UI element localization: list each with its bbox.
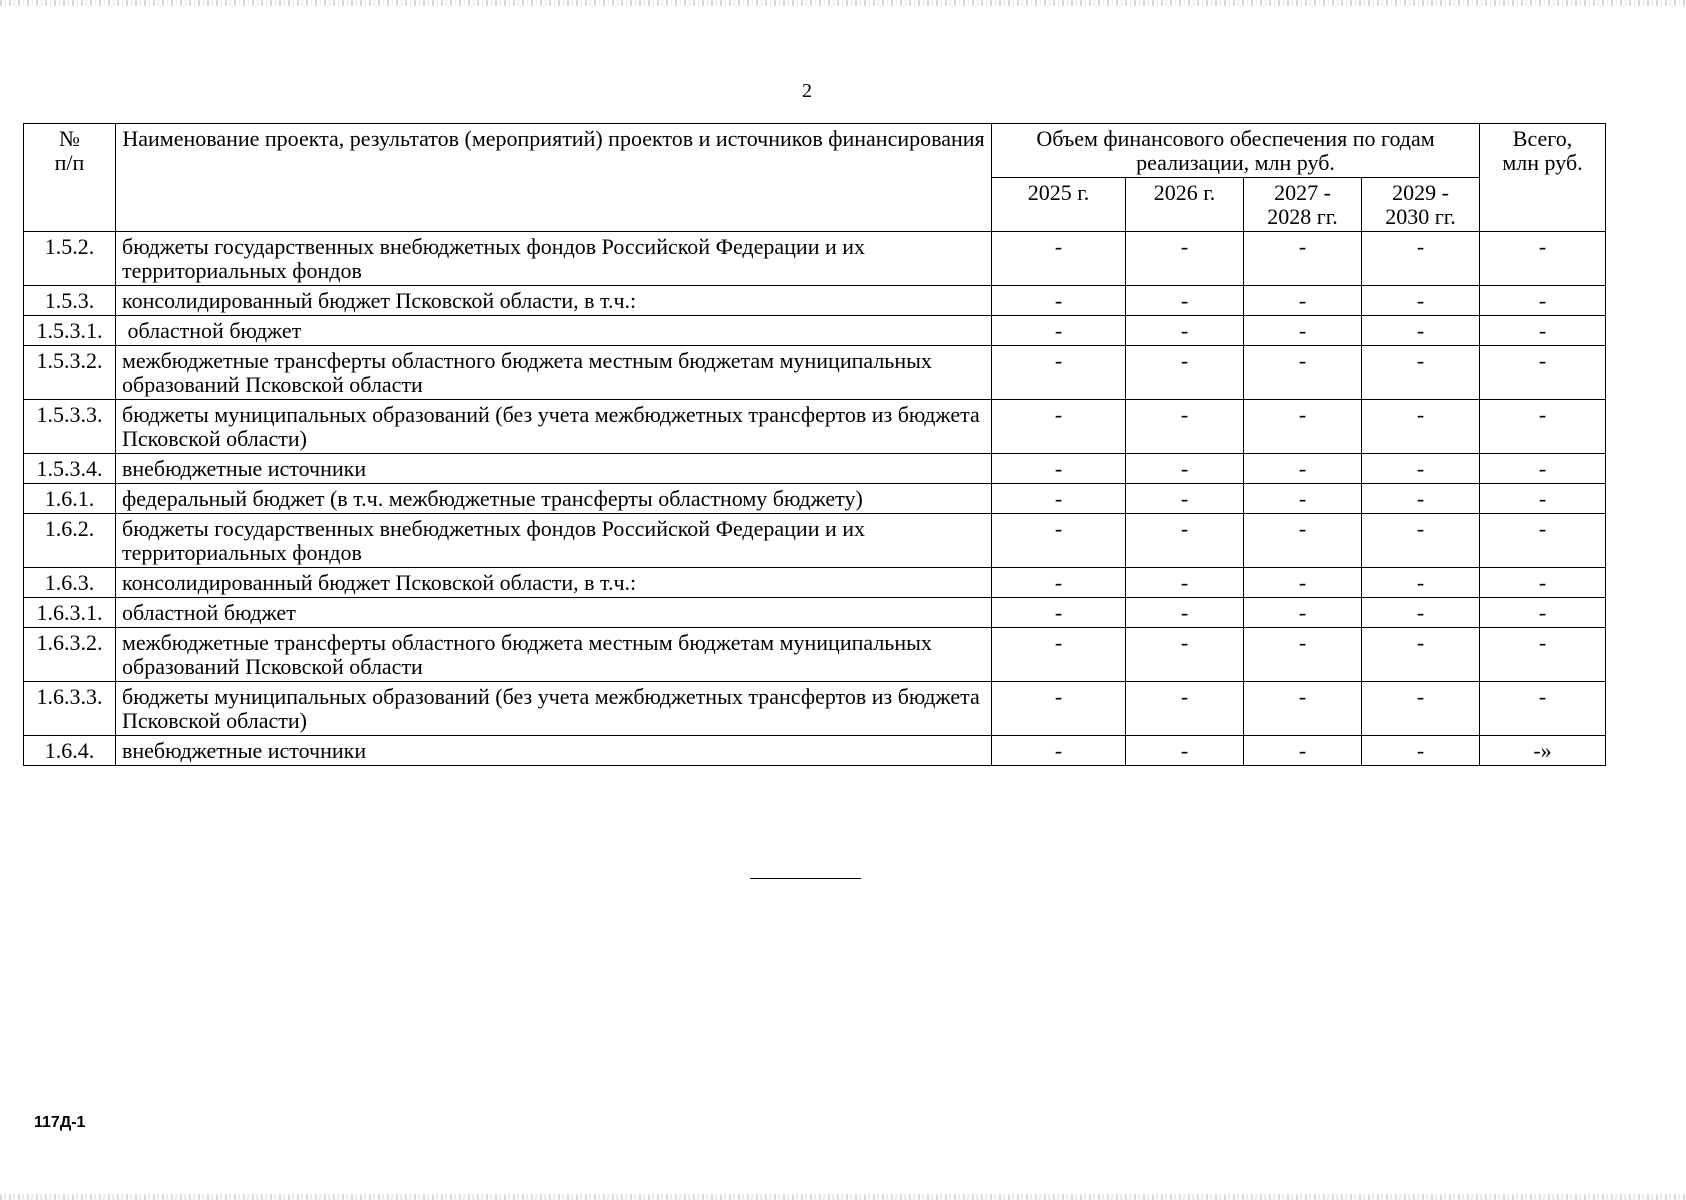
table-row [24,598,1606,628]
row-total-value: - [1480,286,1606,316]
row-year-value: - [992,628,1126,682]
row-year-value: - [992,484,1126,514]
header-year: 2025 г. [992,178,1126,232]
row-year-value: - [1126,736,1244,766]
row-total-value: - [1480,598,1606,628]
row-year-value: - [1362,736,1480,766]
row-year-value: - [1244,568,1362,598]
row-total-value: - [1480,232,1606,286]
row-number: 1.5.3.1. [24,316,116,346]
financing-table [23,123,1606,766]
row-year-value: - [1126,628,1244,682]
scan-edge-bottom [0,1194,1686,1200]
row-name: областной бюджет [116,598,992,628]
row-year-value: - [1362,316,1480,346]
row-name: федеральный бюджет (в т.ч. межбюджетные трансферты областному бюджету) [116,484,992,514]
row-year-value: - [992,568,1126,598]
page-number: 2 [802,80,812,102]
table-row [24,346,1606,400]
table-row [24,568,1606,598]
row-total-value: - [1480,682,1606,736]
row-number: 1.6.1. [24,484,116,514]
row-year-value: - [1362,484,1480,514]
row-year-value: - [1126,568,1244,598]
table-body [24,232,1606,766]
table-row [24,454,1606,484]
row-total-value: -» [1480,736,1606,766]
row-year-value: - [1126,400,1244,454]
row-year-value: - [1244,484,1362,514]
row-year-value: - [1362,286,1480,316]
document-code: 117Д-1 [34,1114,86,1131]
row-year-value: - [1126,598,1244,628]
table-row [24,484,1606,514]
row-number: 1.5.3.2. [24,346,116,400]
row-year-value: - [992,286,1126,316]
row-year-value: - [1126,316,1244,346]
header-volume: Объем финансового обеспечения по годам реализации, млн руб. [992,124,1480,178]
row-number: 1.5.3. [24,286,116,316]
row-number: 1.5.3.4. [24,454,116,484]
row-total-value: - [1480,568,1606,598]
table-header-row [24,124,1606,178]
row-number: 1.6.4. [24,736,116,766]
row-name: бюджеты муниципальных образований (без учета межбюджетных трансфертов из бюджета Псковской области) [116,682,992,736]
row-total-value: - [1480,316,1606,346]
row-year-value: - [1244,232,1362,286]
table-row [24,232,1606,286]
row-year-value: - [1126,454,1244,484]
row-name: межбюджетные трансферты областного бюджета местным бюджетам муниципальных образований Псковской области [116,628,992,682]
row-year-value: - [992,316,1126,346]
table-row [24,286,1606,316]
row-year-value: - [1126,682,1244,736]
row-year-value: - [992,454,1126,484]
row-year-value: - [1362,454,1480,484]
row-name: бюджеты муниципальных образований (без учета межбюджетных трансфертов из бюджета Псковской области) [116,400,992,454]
row-year-value: - [1244,736,1362,766]
row-total-value: - [1480,346,1606,400]
row-year-value: - [1126,514,1244,568]
header-num: № п/п [24,124,116,232]
row-year-value: - [1244,628,1362,682]
row-year-value: - [992,514,1126,568]
row-number: 1.6.3.1. [24,598,116,628]
row-year-value: - [1244,682,1362,736]
closing-rule [750,878,861,879]
row-year-value: - [1362,682,1480,736]
row-year-value: - [992,736,1126,766]
row-year-value: - [992,598,1126,628]
row-year-value: - [1126,286,1244,316]
row-number: 1.6.3. [24,568,116,598]
header-name: Наименование проекта, результатов (мероприятий) проектов и источников финансирования [116,124,992,232]
row-year-value: - [1244,454,1362,484]
header-year: 2026 г. [1126,178,1244,232]
row-year-value: - [1126,484,1244,514]
row-name: бюджеты государственных внебюджетных фондов Российской Федерации и их территориальных фондов [116,514,992,568]
row-year-value: - [1362,568,1480,598]
table-row [24,514,1606,568]
row-number: 1.6.3.3. [24,682,116,736]
row-name: бюджеты государственных внебюджетных фондов Российской Федерации и их территориальных фондов [116,232,992,286]
row-total-value: - [1480,400,1606,454]
row-total-value: - [1480,454,1606,484]
row-year-value: - [1244,316,1362,346]
row-year-value: - [1362,628,1480,682]
row-year-value: - [992,232,1126,286]
row-year-value: - [992,400,1126,454]
row-year-value: - [1244,346,1362,400]
row-number: 1.5.2. [24,232,116,286]
header-total: Всего, млн руб. [1480,124,1606,232]
table-row [24,682,1606,736]
row-name: консолидированный бюджет Псковской области, в т.ч.: [116,568,992,598]
row-number: 1.6.2. [24,514,116,568]
row-year-value: - [1126,346,1244,400]
scan-edge-top [0,0,1686,6]
row-name: межбюджетные трансферты областного бюджета местным бюджетам муниципальных образований Псковской области [116,346,992,400]
table-row [24,400,1606,454]
row-year-value: - [1362,400,1480,454]
row-total-value: - [1480,514,1606,568]
row-name: областной бюджет [116,316,992,346]
row-total-value: - [1480,628,1606,682]
row-name: внебюджетные источники [116,454,992,484]
row-year-value: - [1126,232,1244,286]
row-year-value: - [992,346,1126,400]
row-year-value: - [1362,346,1480,400]
row-total-value: - [1480,484,1606,514]
table-row [24,316,1606,346]
row-year-value: - [1244,286,1362,316]
row-year-value: - [1362,598,1480,628]
header-year: 2029 - 2030 гг. [1362,178,1480,232]
row-year-value: - [992,682,1126,736]
row-number: 1.6.3.2. [24,628,116,682]
row-year-value: - [1244,400,1362,454]
row-name: внебюджетные источники [116,736,992,766]
row-number: 1.5.3.3. [24,400,116,454]
row-year-value: - [1362,232,1480,286]
header-year: 2027 - 2028 гг. [1244,178,1362,232]
row-year-value: - [1244,514,1362,568]
row-name: консолидированный бюджет Псковской области, в т.ч.: [116,286,992,316]
table-row [24,628,1606,682]
table-row [24,736,1606,766]
row-year-value: - [1362,514,1480,568]
row-year-value: - [1244,598,1362,628]
